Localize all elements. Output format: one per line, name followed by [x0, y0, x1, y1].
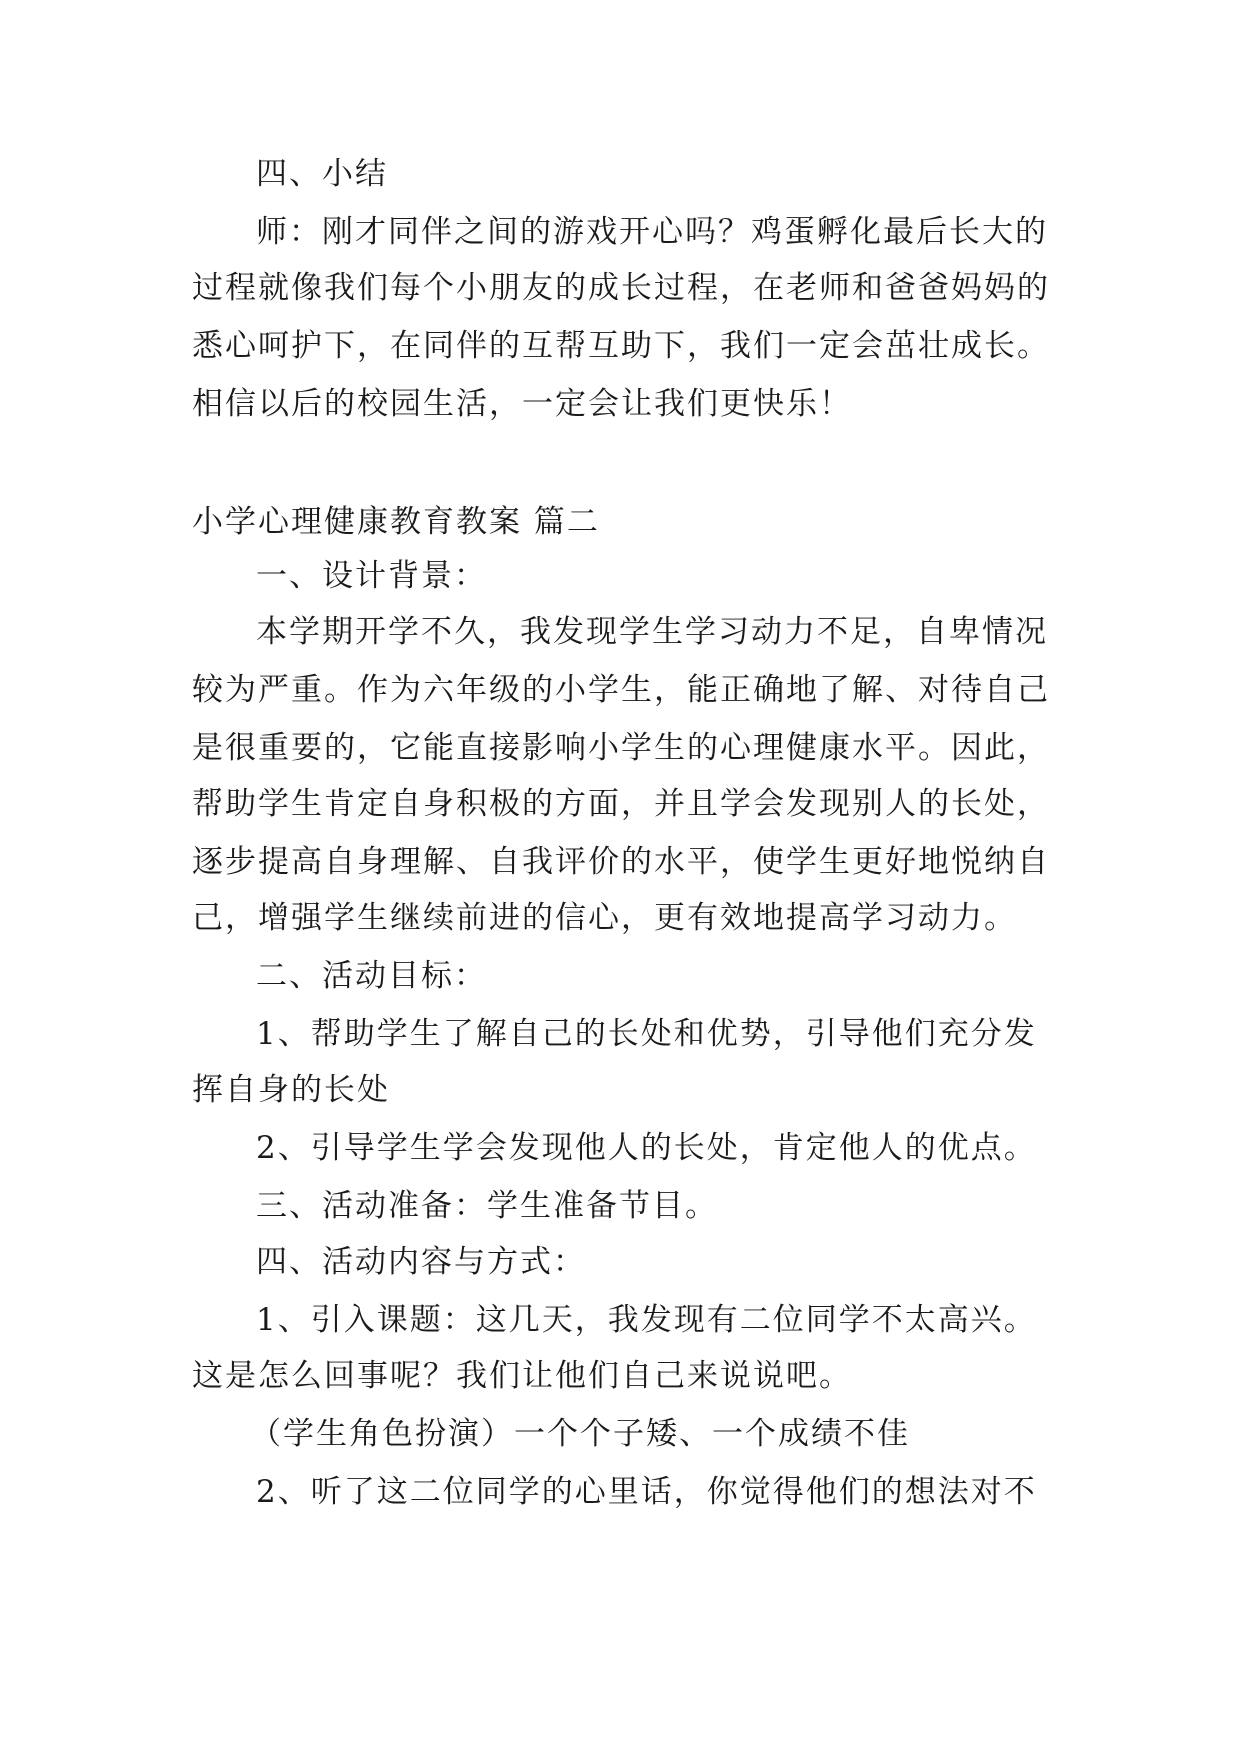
- paragraph-line: 较为严重。作为六年级的小学生，能正确地了解、对待自己: [192, 672, 1050, 708]
- role-play-note: （学生角色扮演）一个个子矮、一个成绩不佳: [250, 1416, 910, 1452]
- section-heading-goals: 二、活动目标：: [256, 958, 487, 994]
- paragraph-line: 逐步提高自身理解、自我评价的水平，使学生更好地悦纳自: [192, 844, 1050, 880]
- paragraph-line: 师：刚才同伴之间的游戏开心吗？鸡蛋孵化最后长大的: [256, 214, 1048, 250]
- list-item-continuation: 这是怎么回事呢？我们让他们自己来说说吧。: [192, 1358, 852, 1394]
- list-item: 2、引导学生学会发现他人的长处，肯定他人的优点。: [256, 1130, 1037, 1166]
- paragraph-line: 己，增强学生继续前进的信心，更有效地提高学习动力。: [192, 900, 1017, 936]
- section-heading-activities: 四、活动内容与方式：: [256, 1244, 586, 1280]
- list-item: 1、帮助学生了解自己的长处和优势，引导他们充分发: [256, 1016, 1037, 1052]
- list-item: 2、听了这二位同学的心里话，你觉得他们的想法对不: [256, 1474, 1037, 1510]
- section-heading-preparation: 三、活动准备：学生准备节目。: [256, 1188, 718, 1224]
- section-heading-background: 一、设计背景：: [256, 558, 487, 594]
- list-item-continuation: 挥自身的长处: [192, 1072, 390, 1108]
- paragraph-line: 本学期开学不久，我发现学生学习动力不足，自卑情况: [256, 614, 1048, 650]
- lesson-plan-title: 小学心理健康教育教案 篇二: [192, 504, 600, 540]
- paragraph-line: 悉心呵护下，在同伴的互帮互助下，我们一定会茁壮成长。: [192, 328, 1050, 364]
- paragraph-line: 是很重要的，它能直接影响小学生的心理健康水平。因此，: [192, 730, 1050, 766]
- paragraph-line: 过程就像我们每个小朋友的成长过程，在老师和爸爸妈妈的: [192, 270, 1050, 306]
- paragraph-line: 帮助学生肯定自身积极的方面，并且学会发现别人的长处，: [192, 786, 1050, 822]
- section-heading-summary: 四、小结: [256, 156, 388, 192]
- paragraph-line: 相信以后的校园生活，一定会让我们更快乐！: [192, 386, 852, 422]
- list-item: 1、引入课题：这几天，我发现有二位同学不太高兴。: [256, 1302, 1037, 1338]
